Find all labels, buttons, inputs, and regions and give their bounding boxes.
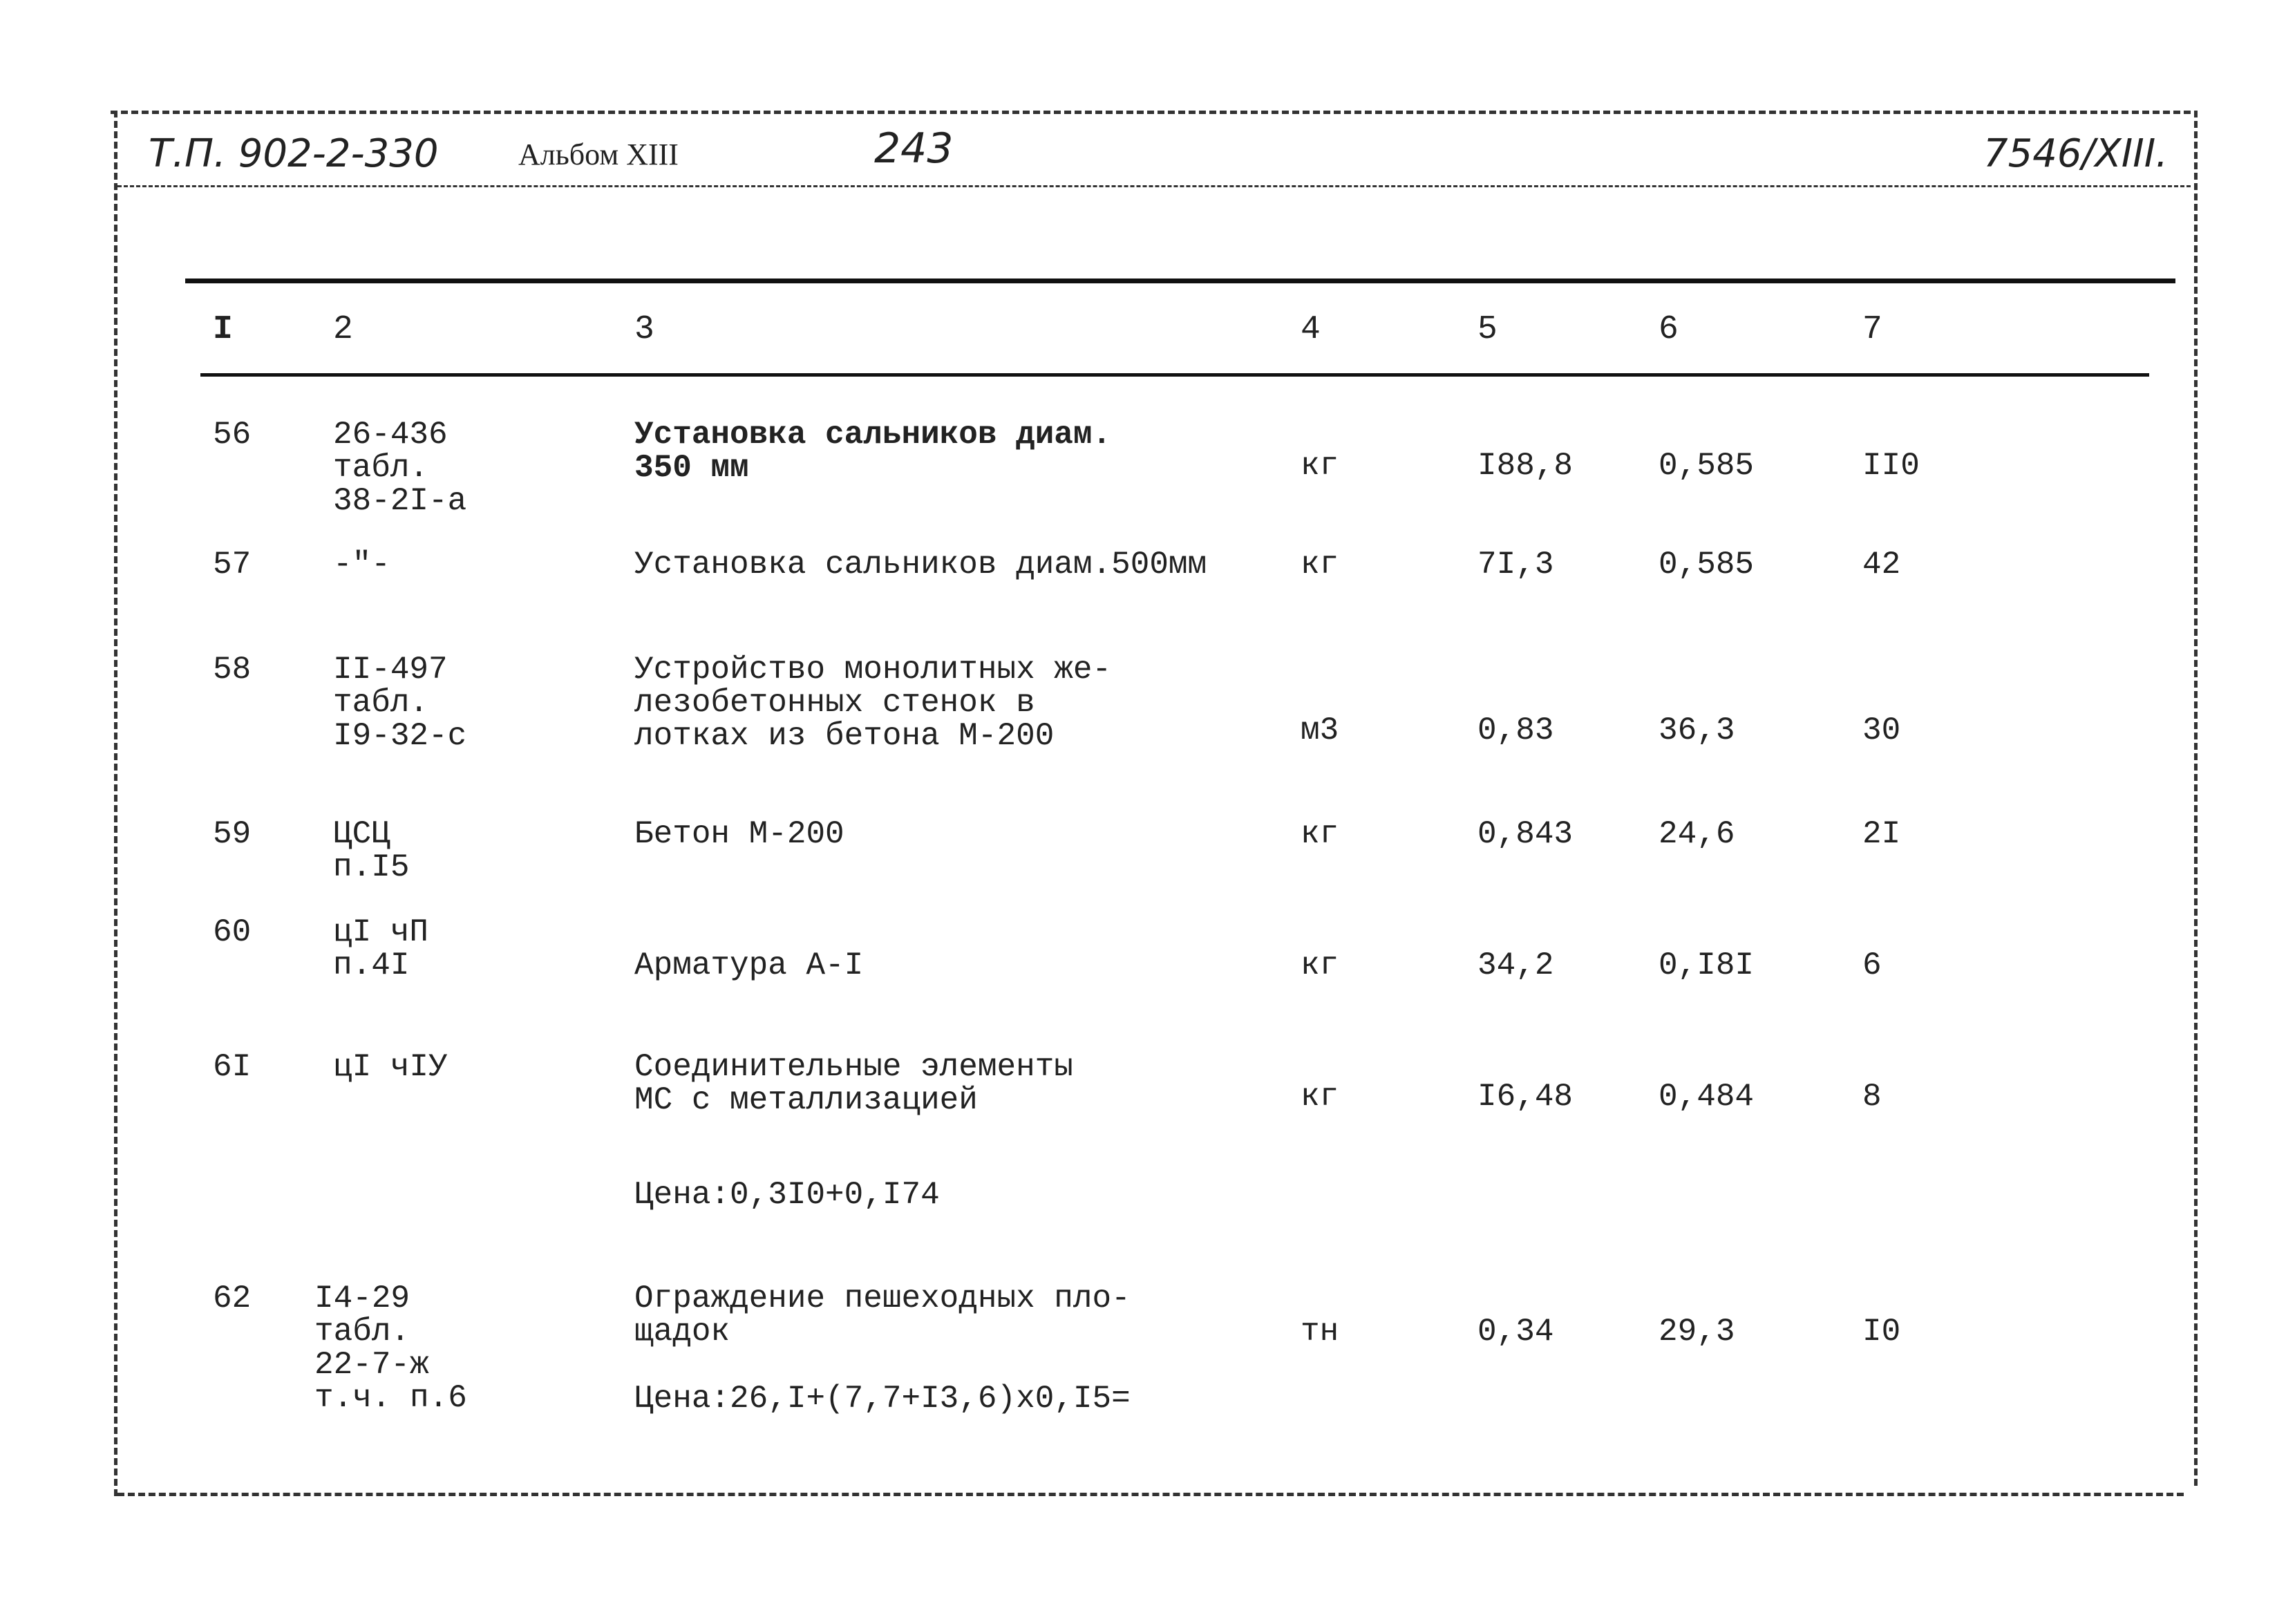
column-header-7: 7	[1862, 311, 1882, 348]
row-description: Установка сальников диам.500мм	[634, 547, 1207, 583]
row-col6: 0,I8I	[1659, 947, 1755, 983]
row-number: 6I	[213, 1049, 252, 1085]
table-header-rule	[200, 373, 2149, 377]
row-unit: тн	[1301, 1314, 1339, 1350]
row-col6: 0,484	[1659, 1079, 1755, 1115]
price-note: Цена:26,I+(7,7+I3,6)х0,I5=	[634, 1381, 1131, 1417]
row-number: 62	[213, 1281, 252, 1316]
row-col5: 0,843	[1477, 816, 1574, 852]
page-number: 243	[874, 124, 954, 173]
row-col7: I0	[1862, 1314, 1901, 1350]
row-number: 59	[213, 816, 252, 852]
frame-bottom	[117, 1493, 2184, 1496]
table-top-rule	[185, 278, 2175, 283]
row-col6: 29,3	[1659, 1314, 1735, 1350]
row-col7: II0	[1862, 448, 1920, 484]
album-label: Альбом XIII	[518, 138, 679, 171]
row-description: Бетон М-200	[634, 816, 844, 852]
row-unit: кг	[1301, 947, 1339, 983]
row-unit: кг	[1301, 448, 1339, 484]
row-col6: 36,3	[1659, 712, 1735, 748]
project-number: Т.П. 902-2-330	[149, 131, 439, 176]
row-col5: 0,34	[1477, 1314, 1554, 1350]
row-number: 60	[213, 914, 252, 950]
frame-top	[111, 111, 2191, 114]
row-col7: 42	[1862, 547, 1901, 583]
row-reference: цI чIУ	[333, 1049, 448, 1085]
row-number: 56	[213, 417, 252, 453]
row-reference: II-497 табл. I9-32-с	[333, 652, 467, 754]
row-col6: 0,585	[1659, 547, 1755, 583]
row-reference: цI чП п.4I	[333, 914, 429, 983]
row-reference: -"-	[333, 547, 390, 583]
row-reference: ЦСЦ п.I5	[333, 816, 410, 885]
frame-left	[114, 111, 117, 1496]
row-description: Арматура А-I	[634, 947, 864, 983]
row-description: Устройство монолитных же- лезобетонных стенок в лотках из бетона М-200	[634, 652, 1112, 754]
price-note: Цена:0,3I0+0,I74	[634, 1177, 940, 1213]
column-header-6: 6	[1659, 311, 1679, 348]
row-number: 58	[213, 652, 252, 688]
header-underline	[117, 185, 2191, 187]
row-unit: м3	[1301, 712, 1339, 748]
frame-right	[2194, 111, 2198, 1486]
row-unit: кг	[1301, 547, 1339, 583]
row-col5: 34,2	[1477, 947, 1554, 983]
column-header-4: 4	[1301, 311, 1321, 348]
row-description: Установка сальников диам. 350 мм	[634, 417, 1112, 486]
row-col7: 6	[1862, 947, 1882, 983]
column-header-2: 2	[333, 311, 353, 348]
row-col5: I6,48	[1477, 1079, 1574, 1115]
row-description: Соединительные элементы МС с металлизацией	[634, 1049, 1073, 1118]
row-col5: 0,83	[1477, 712, 1554, 748]
row-col5: I88,8	[1477, 448, 1574, 484]
row-col7: 2I	[1862, 816, 1901, 852]
row-col5: 7I,3	[1477, 547, 1554, 583]
row-col6: 0,585	[1659, 448, 1755, 484]
row-number: 57	[213, 547, 252, 583]
row-unit: кг	[1301, 1079, 1339, 1115]
column-header-3: 3	[634, 311, 654, 348]
column-header-1: I	[213, 311, 233, 348]
row-col7: 8	[1862, 1079, 1882, 1115]
document-code: 7546/XIII.	[1983, 131, 2169, 176]
column-header-5: 5	[1477, 311, 1498, 348]
row-col6: 24,6	[1659, 816, 1735, 852]
row-col7: 30	[1862, 712, 1901, 748]
row-reference: 26-436 табл. 38-2I-а	[333, 417, 467, 519]
row-description: Ограждение пешеходных пло- щадок	[634, 1281, 1131, 1350]
row-unit: кг	[1301, 816, 1339, 852]
row-reference: I4-29 табл. 22-7-ж т.ч. п.6	[314, 1281, 467, 1416]
